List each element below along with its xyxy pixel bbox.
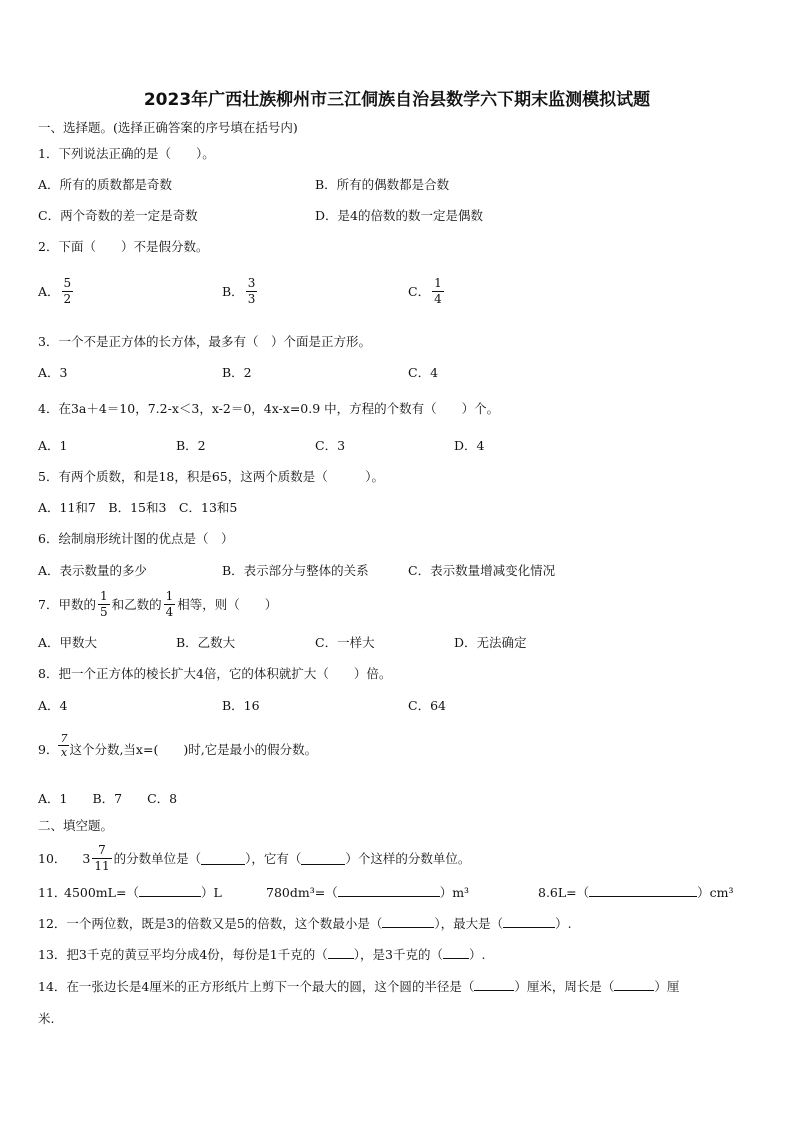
answer-blank[interactable] — [474, 978, 514, 991]
question-6-stem: 6．绘制扇形统计图的优点是（ ） — [38, 531, 234, 546]
question-2-option-a[interactable] — [38, 276, 75, 307]
question-14-continuation: 米. — [38, 1011, 55, 1026]
question-9-stem: 9． $\frac{7}{x}$ 这个分数,当x=( )时,它是最小的假分数。 — [38, 732, 318, 759]
question-2-option-b[interactable] — [222, 276, 259, 307]
answer-blank[interactable] — [382, 915, 434, 928]
question-5-options[interactable]: A．11和7 B．15和3 C．13和5 — [38, 500, 238, 515]
question-7-option-c[interactable]: C．一样大 — [315, 635, 375, 650]
section-1-heading: 一、选择题。(选择正确答案的序号填在括号内) — [38, 120, 298, 135]
question-6-option-b[interactable]: B．表示部分与整体的关系 — [222, 563, 369, 578]
question-4-option-c[interactable]: C．3 — [315, 438, 346, 453]
question-8-option-b[interactable]: B．16 — [222, 698, 260, 713]
fraction: $\frac{7}{11}$ — [94, 843, 110, 873]
fraction: $\frac{1}{5}$ — [99, 589, 108, 619]
question-7-option-b[interactable]: B．乙数大 — [176, 635, 236, 650]
question-3-stem: 3．一个不是正方体的长方体，最多有（ ）个面是正方形。 — [38, 334, 371, 349]
question-2-option-c[interactable] — [408, 276, 446, 307]
page-title: 2023年广西壮族柳州市三江侗族自治县数学六下期末监测模拟试题 — [143, 90, 651, 110]
option-label: A． — [38, 283, 60, 299]
question-1-option-a[interactable]: A．所有的质数都是奇数 — [38, 177, 173, 192]
question-8-stem: 8．把一个正方体的棱长扩大4倍，它的体积就扩大（ ）倍。 — [38, 666, 392, 681]
question-2-stem: 2．下面（ ）不是假分数。 — [38, 239, 209, 254]
section-2-heading: 二、填空题。 — [38, 818, 114, 833]
fraction: $\frac{3}{3}$ — [247, 276, 256, 306]
question-8-option-a[interactable]: A．4 — [38, 698, 68, 713]
question-14: 14．在一张边长是4厘米的正方形纸片上剪下一个最大的圆，这个圆的半径是（ ）厘米，周长是（ ）厘 — [38, 979, 680, 994]
question-13: 13．把3千克的黄豆平均分成4份，每份是1千克的（ ），是3千克的（ ）. — [38, 947, 486, 962]
answer-blank[interactable] — [301, 852, 345, 865]
question-1-option-b[interactable]: B．所有的偶数都是合数 — [315, 177, 450, 192]
question-1-option-d[interactable]: D．是4的倍数的数一定是偶数 — [315, 208, 483, 223]
mixed-number: 3 $\frac{7}{11}$ — [82, 843, 110, 873]
fraction: $\frac{5}{2}$ — [63, 276, 72, 306]
question-6-option-c[interactable]: C．表示数量增减变化情况 — [408, 563, 556, 578]
question-5-stem: 5．有两个质数，和是18，积是65，这两个质数是（ ）。 — [38, 469, 385, 484]
question-7-option-a[interactable]: A．甲数大 — [38, 635, 98, 650]
answer-blank[interactable] — [503, 915, 555, 928]
question-4-option-d[interactable]: D．4 — [454, 438, 485, 453]
question-4-option-b[interactable]: B．2 — [176, 438, 206, 453]
question-11-part-2: 780dm³=（ ）m³ — [266, 885, 470, 900]
question-6-option-a[interactable]: A．表示数量的多少 — [38, 563, 148, 578]
question-7-option-d[interactable]: D．无法确定 — [454, 635, 527, 650]
answer-blank[interactable] — [328, 946, 354, 959]
question-11-part-3: 8.6L=（ ）cm³ — [538, 885, 734, 900]
question-3-option-a[interactable]: A．3 — [38, 365, 68, 380]
question-9-options[interactable]: A．1 B．7 C．8 — [38, 791, 178, 806]
answer-blank[interactable] — [201, 852, 245, 865]
fraction: $\frac{7}{x}$ — [60, 732, 68, 759]
question-3-option-c[interactable]: C．4 — [408, 365, 439, 380]
question-10: 10． 3 $\frac{7}{11}$ 的分数单位是（ ），它有（ ）个这样的分数单位。 — [38, 843, 471, 873]
question-1-option-c[interactable]: C．两个奇数的差一定是奇数 — [38, 208, 198, 223]
fraction: $\frac{1}{4}$ — [434, 276, 442, 306]
question-11-part-1: 4500mL=（ ）L — [64, 885, 222, 900]
option-label: C． — [408, 283, 431, 299]
question-12: 12．一个两位数，既是3的倍数又是5的倍数，这个数最小是（ ），最大是（ ）. — [38, 916, 572, 931]
answer-blank[interactable] — [589, 884, 697, 897]
option-label: B． — [222, 283, 244, 299]
question-4-option-a[interactable]: A．1 — [38, 438, 68, 453]
question-3-option-b[interactable]: B．2 — [222, 365, 252, 380]
fraction: $\frac{1}{4}$ — [165, 589, 174, 619]
answer-blank[interactable] — [338, 884, 440, 897]
answer-blank[interactable] — [443, 946, 469, 959]
question-4-stem: 4．在3a＋4＝10，7.2-x＜3，x-2＝0，4x-x=0.9 中，方程的个数有（ ）个。 — [38, 401, 500, 416]
question-8-option-c[interactable]: C．64 — [408, 698, 446, 713]
answer-blank[interactable] — [139, 884, 201, 897]
question-7-stem: 7．甲数的 $\frac{1}{5}$ 和乙数的 $\frac{1}{4}$ 相等，则（ ） — [38, 589, 278, 619]
answer-blank[interactable] — [614, 978, 654, 991]
question-1-stem: 1．下列说法正确的是（ ）。 — [38, 146, 215, 161]
question-11-label: 11． — [38, 885, 67, 900]
